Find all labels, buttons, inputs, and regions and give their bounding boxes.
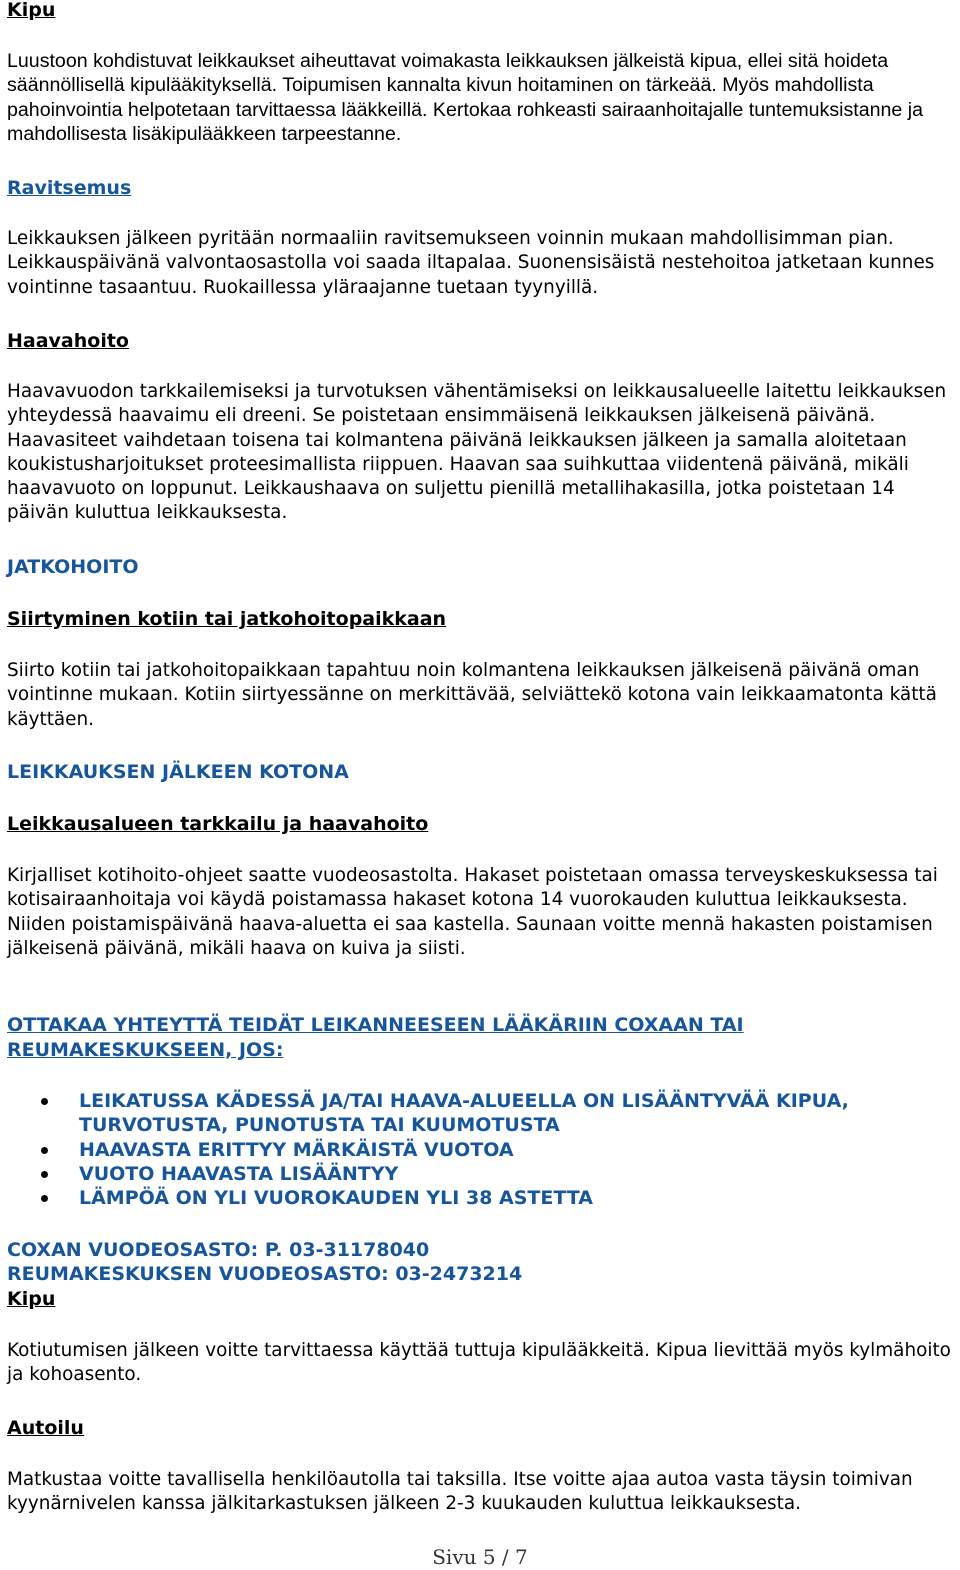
paragraph-siirtyminen: Siirto kotiin tai jatkohoitopaikkaan tapahtuu noin kolmantena leikkauksen jälkeisenä päivänä oman vointinne mukaan. Kotiin siirtyessänne on merkittävää, selviättekö kotona vain leikkaamatonta kättä käyttäen. [7, 660, 937, 730]
heading-tarkkailu: Leikkausalueen tarkkailu ja haavahoito [7, 813, 429, 835]
list-item [7, 1162, 957, 1186]
paragraph-autoilu: Matkustaa voitte tavallisella henkilöautolla tai taksilla. Itse voitte ajaa autoa vasta täysin toimivan kyynärnivelen kanssa jälkitarkastuksen jälkeen 2-3 kuukauden kuluttua leikkauksesta. [7, 1469, 913, 1515]
list-item [7, 1089, 957, 1138]
heading-yhteys: OTTAKAA YHTEYTTÄ TEIDÄT LEIKANNEESEEN LÄÄKÄRIIN COXAAN TAI REUMAKESKUKSEEN, JOS: [7, 1014, 744, 1061]
paragraph-ravitsemus: Leikkauksen jälkeen pyritään normaaliin ravitsemukseen voinnin mukaan mahdollisimman pian. Leikkauspäivänä valvontaosastolla voi saada iltapalaa. Suonensisäistä nestehoitoa jatketaan kunnes vointinne tasaantuu. Ruokaillessa yläraajanne tuetaan tyynyillä. [7, 228, 935, 298]
list-item-text: LÄMPÖÄ ON YLI VUOROKAUDEN YLI 38 ASTETTA [79, 1187, 593, 1210]
paragraph-kipu: Luustoon kohdistuvat leikkaukset aiheuttavat voimakasta leikkauksen jälkeistä kipua, ellei sitä hoideta säännöllisellä kipulääkityksellä. Toipumisen kannalta kivun hoitaminen on tärkeää. Myös mahdollista pahoinvointia helpotetaan tarvittaessa lääkkeillä. Kertokaa rohkeasti sairaanhoitajalle tuntemuksistanne ja mahdollisesta lisäkipulääkkeen tarpeestanne. [7, 50, 924, 145]
bullet-icon [41, 1195, 48, 1202]
list-item [7, 1186, 957, 1210]
paragraph-tarkkailu: Kirjalliset kotihoito-ohjeet saatte vuodeosastolta. Hakaset poistetaan omassa terveyskeskuksessa tai kotisairaanhoitaja voi käydä poistamassa hakaset kotona 14 vuorokauden kuluttua leikkauksesta. Niiden poistamispäivänä haava-aluetta ei saa kastella. Saunaan voitte mennä hakasten poistamisen jälkeisenä päivänä, mikäli haava on kuiva ja siisti. [7, 865, 938, 959]
heading-ravitsemus-label: Ravitsemus [7, 177, 132, 199]
bullet-icon [41, 1171, 48, 1178]
list-item-text: HAAVASTA ERITTYY MÄRKÄISTÄ VUOTOA [79, 1138, 514, 1161]
paragraph-kipu-kotona: Kotiutumisen jälkeen voitte tarvittaessa käyttää tuttuja kipulääkkeitä. Kipua lievittää myös kylmähoito ja kohoasento. [7, 1340, 951, 1386]
heading-jatkohoito: JATKOHOITO [7, 556, 139, 578]
list-item-text: VUOTO HAAVASTA LISÄÄNTYY [79, 1162, 399, 1185]
phone-reumakeskus: REUMAKESKUKSEN VUODEOSASTO: 03-2473214 [7, 1263, 523, 1285]
heading-ravitsemus [7, 176, 957, 200]
heading-kipu-kotona: Kipu [7, 1288, 56, 1310]
warning-list [7, 1089, 957, 1210]
heading-haavahoito: Haavahoito [7, 330, 129, 352]
page-number: Sivu 5 / 7 [432, 1545, 528, 1569]
bullet-icon [41, 1147, 48, 1154]
list-item [7, 1138, 957, 1162]
paragraph-haavahoito: Haavavuodon tarkkailemiseksi ja turvotuksen vähentämiseksi on leikkausalueelle laitettu leikkauksen yhteydessä haavaimu eli dreeni. Se poistetaan ensimmäisenä leikkauksen jälkeisenä päivänä. Haavasiteet vaihdetaan toisena tai kolmantena päivänä leikkauksen jälkeen ja samalla aloitetaan koukistusharjoitukset proteesimallista riippuen. Haavan saa suihkuttaa viidentenä päivänä, mikäli haavavuoto on loppunut. Leikkaushaava on suljettu pienillä metallihakasilla, jotka poistetaan 14 päivän kuluttua leikkauksesta. [7, 381, 947, 524]
heading-kotona: LEIKKAUKSEN JÄLKEEN KOTONA [7, 761, 349, 783]
phone-coxa: COXAN VUODEOSASTO: P. 03-31178040 [7, 1239, 430, 1261]
heading-autoilu: Autoilu [7, 1417, 84, 1439]
bullet-icon [41, 1098, 48, 1105]
heading-kipu: Kipu [7, 0, 56, 21]
list-item-text: LEIKATUSSA KÄDESSÄ JA/TAI HAAVA-ALUEELLA ON LISÄÄNTYVÄÄ KIPUA, TURVOTUSTA, PUNOTUSTA TAI KUUMOTUSTA [79, 1090, 849, 1137]
heading-siirtyminen: Siirtyminen kotiin tai jatkohoitopaikkaan [7, 608, 447, 630]
